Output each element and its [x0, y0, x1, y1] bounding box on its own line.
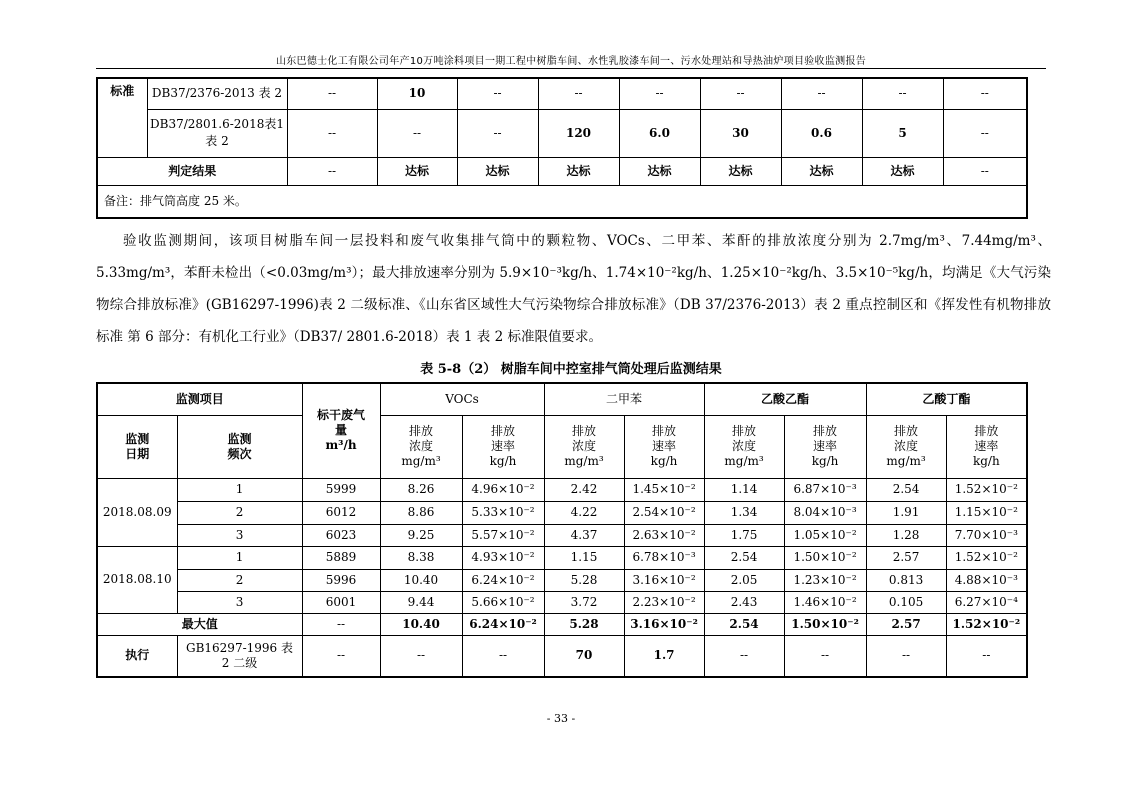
freq-cell: 1	[177, 478, 302, 501]
cell: --	[287, 157, 377, 185]
page-header: 山东巴德士化工有限公司年产10万吨涂料项目一期工程中树脂车间、水性乳胶漆车间一、污水处理站和导热油炉项目验收监测报告	[275, 56, 867, 67]
exec-cell: 1.7	[624, 635, 704, 677]
value-cell: 0.813	[866, 569, 946, 591]
value-cell: 2.23×10⁻²	[624, 591, 704, 613]
value-cell: 1.23×10⁻²	[784, 569, 866, 591]
concentration-unit: mg/m³	[886, 454, 926, 468]
cell: --	[287, 78, 377, 109]
cell: 6.0	[619, 109, 700, 157]
cell: 达标	[619, 157, 700, 185]
header-date-text: 监测日期	[125, 431, 150, 461]
value-cell: 1.52×10⁻²	[946, 546, 1027, 569]
value-cell: 6.24×10⁻²	[462, 569, 544, 591]
value-cell: 4.96×10⁻²	[462, 478, 544, 501]
concentration-label: 排放浓度	[894, 424, 919, 453]
value-cell: 8.04×10⁻³	[784, 501, 866, 524]
cell: 达标	[457, 157, 538, 185]
date-cell: 2018.08.09	[97, 478, 177, 546]
value-cell: 2.54	[704, 546, 784, 569]
value-cell: 10.40	[380, 569, 462, 591]
cell: --	[862, 78, 943, 109]
value-cell: 3.72	[544, 591, 624, 613]
exec-cell: --	[380, 635, 462, 677]
value-cell: 4.37	[544, 524, 624, 546]
freq-cell: 2	[177, 569, 302, 591]
header-rate	[946, 415, 1027, 478]
max-cell: 1.52×10⁻²	[946, 613, 1027, 635]
body-paragraph: 验收监测期间，该项目树脂车间一层投料和废气收集排气筒中的颗粒物、VOCs、二甲苯、苯酐的排放浓度分别为 2.7mg/m³、7.44mg/m³、5.33mg/m³，苯酐未检出（<0.03mg/m³）；最大排放速率分别为 5.9×10⁻³kg/h、1.74×10⁻²kg/h、1.25×10⁻²kg/h、3.5×10⁻⁵kg/h，均满足《大气污染物综合排放标准》(GB16297-1996)表 2 二级标准、《山东省区域性大气污染物综合排放标准》（DB 37/2376-2013）表 2 重点控制区和《挥发性有机物排放标准 第 6 部分：有机化工行业》（DB37/ 2801.6-2018）表 1 表 2 标准限值要求。	[96, 233, 1051, 345]
value-cell: 5.66×10⁻²	[462, 591, 544, 613]
header-monitor-item: 监测项目	[97, 383, 302, 415]
value-cell: 1.52×10⁻²	[946, 478, 1027, 501]
value-cell: 2.57	[866, 546, 946, 569]
freq-cell: 2	[177, 501, 302, 524]
cell: 达标	[377, 157, 457, 185]
value-cell: 1.34	[704, 501, 784, 524]
value-cell: 1.15×10⁻²	[946, 501, 1027, 524]
exec-cell: --	[784, 635, 866, 677]
cell: --	[287, 109, 377, 157]
value-cell: 6.78×10⁻³	[624, 546, 704, 569]
value-cell: 1.14	[704, 478, 784, 501]
concentration-label: 排放浓度	[409, 424, 434, 453]
header-concentration	[866, 415, 946, 478]
value-cell: 8.38	[380, 546, 462, 569]
cell: --	[538, 78, 619, 109]
value-cell: 1.50×10⁻²	[784, 546, 866, 569]
cell: 达标	[700, 157, 781, 185]
exec-cell: --	[866, 635, 946, 677]
max-cell: 2.57	[866, 613, 946, 635]
rate-label: 排放速率	[652, 424, 677, 453]
cell: --	[943, 78, 1027, 109]
cell: 120	[538, 109, 619, 157]
table-caption: 表 5-8（2） 树脂车间中控室排气筒处理后监测结果	[420, 362, 722, 377]
value-cell: 1.28	[866, 524, 946, 546]
concentration-unit: mg/m³	[401, 454, 441, 468]
cell: --	[943, 157, 1027, 185]
cell: --	[700, 78, 781, 109]
flow-label: 标干废气量	[317, 408, 366, 438]
header-concentration	[544, 415, 624, 478]
cell: --	[457, 78, 538, 109]
flow-cell: 5999	[302, 478, 380, 501]
exec-label: 执行	[97, 635, 177, 677]
concentration-unit: mg/m³	[724, 454, 764, 468]
header-date	[97, 415, 177, 478]
value-cell: 2.63×10⁻²	[624, 524, 704, 546]
concentration-label: 排放浓度	[572, 424, 597, 453]
date-cell: 2018.08.10	[97, 546, 177, 613]
exec-standard-text: GB16297-1996 表 2 二级	[186, 640, 293, 670]
header-rate	[784, 415, 866, 478]
value-cell: 1.15	[544, 546, 624, 569]
rate-unit: kg/h	[972, 454, 1000, 468]
value-cell: 5.33×10⁻²	[462, 501, 544, 524]
table-note: 备注：排气筒高度 25 米。	[97, 185, 1027, 218]
max-cell: 6.24×10⁻²	[462, 613, 544, 635]
value-cell: 1.05×10⁻²	[784, 524, 866, 546]
cell: 达标	[781, 157, 862, 185]
rate-label: 排放速率	[491, 424, 516, 453]
value-cell: 1.91	[866, 501, 946, 524]
value-cell: 8.26	[380, 478, 462, 501]
value-cell: 2.54×10⁻²	[624, 501, 704, 524]
cell: --	[457, 109, 538, 157]
cell: 5	[862, 109, 943, 157]
header-freq-text: 监测频次	[227, 431, 252, 461]
value-cell: 3.16×10⁻²	[624, 569, 704, 591]
std-name: DB37/2376-2013 表 2	[147, 78, 287, 109]
rate-unit: kg/h	[489, 454, 517, 468]
cell: --	[619, 78, 700, 109]
cell: 达标	[862, 157, 943, 185]
value-cell: 1.46×10⁻²	[784, 591, 866, 613]
value-cell: 8.86	[380, 501, 462, 524]
cell: --	[943, 109, 1027, 157]
header-concentration	[380, 415, 462, 478]
flow-cell: 5889	[302, 546, 380, 569]
header-rate	[624, 415, 704, 478]
value-cell: 2.42	[544, 478, 624, 501]
max-label: 最大值	[97, 613, 302, 635]
value-cell: 2.43	[704, 591, 784, 613]
freq-cell: 3	[177, 524, 302, 546]
value-cell: 7.70×10⁻³	[946, 524, 1027, 546]
value-cell: 6.27×10⁻⁴	[946, 591, 1027, 613]
std-name: DB37/2801.6-2018表1表 2	[147, 109, 287, 157]
flow-cell: 5996	[302, 569, 380, 591]
cell: 达标	[538, 157, 619, 185]
exec-cell: --	[462, 635, 544, 677]
flow-cell: 6012	[302, 501, 380, 524]
group-ethyl-acetate: 乙酸乙酯	[704, 383, 866, 415]
value-cell: 2.05	[704, 569, 784, 591]
exec-cell: --	[302, 635, 380, 677]
cell: 30	[700, 109, 781, 157]
rate-unit: kg/h	[811, 454, 839, 468]
rate-label: 排放速率	[974, 424, 999, 453]
max-cell: 2.54	[704, 613, 784, 635]
flow-cell: 6023	[302, 524, 380, 546]
exec-cell: --	[704, 635, 784, 677]
rate-unit: kg/h	[650, 454, 678, 468]
value-cell: 0.105	[866, 591, 946, 613]
page-number: - 33 -	[546, 712, 576, 725]
exec-standard	[177, 635, 302, 677]
value-cell: 9.44	[380, 591, 462, 613]
header-flow	[302, 383, 380, 478]
group-butyl-acetate: 乙酸丁酯	[866, 383, 1027, 415]
value-cell: 4.93×10⁻²	[462, 546, 544, 569]
flow-cell: 6001	[302, 591, 380, 613]
cell: 10	[377, 78, 457, 109]
flow-unit: m³/h	[325, 438, 357, 453]
exec-cell: --	[946, 635, 1027, 677]
freq-cell: 1	[177, 546, 302, 569]
value-cell: 2.54	[866, 478, 946, 501]
cell: 0.6	[781, 109, 862, 157]
max-cell: 1.50×10⁻²	[784, 613, 866, 635]
concentration-label: 排放浓度	[732, 424, 757, 453]
value-cell: 1.45×10⁻²	[624, 478, 704, 501]
monitoring-results-table	[96, 382, 1028, 678]
header-rate	[462, 415, 544, 478]
cell: --	[377, 109, 457, 157]
group-voc: VOCs	[380, 383, 544, 415]
value-cell: 5.57×10⁻²	[462, 524, 544, 546]
concentration-unit: mg/m³	[564, 454, 604, 468]
max-cell: --	[302, 613, 380, 635]
max-cell: 5.28	[544, 613, 624, 635]
value-cell: 6.87×10⁻³	[784, 478, 866, 501]
value-cell: 4.22	[544, 501, 624, 524]
group-xylene: 二甲苯	[544, 383, 704, 415]
standard-label: 标准	[97, 78, 147, 157]
cell: --	[781, 78, 862, 109]
exec-cell: 70	[544, 635, 624, 677]
header-frequency	[177, 415, 302, 478]
value-cell: 1.75	[704, 524, 784, 546]
header-concentration	[704, 415, 784, 478]
max-cell: 10.40	[380, 613, 462, 635]
judgement-label: 判定结果	[97, 157, 287, 185]
value-cell: 4.88×10⁻³	[946, 569, 1027, 591]
standards-table	[96, 77, 1028, 219]
value-cell: 5.28	[544, 569, 624, 591]
header-rule	[96, 68, 1046, 69]
max-cell: 3.16×10⁻²	[624, 613, 704, 635]
rate-label: 排放速率	[813, 424, 838, 453]
value-cell: 9.25	[380, 524, 462, 546]
freq-cell: 3	[177, 591, 302, 613]
